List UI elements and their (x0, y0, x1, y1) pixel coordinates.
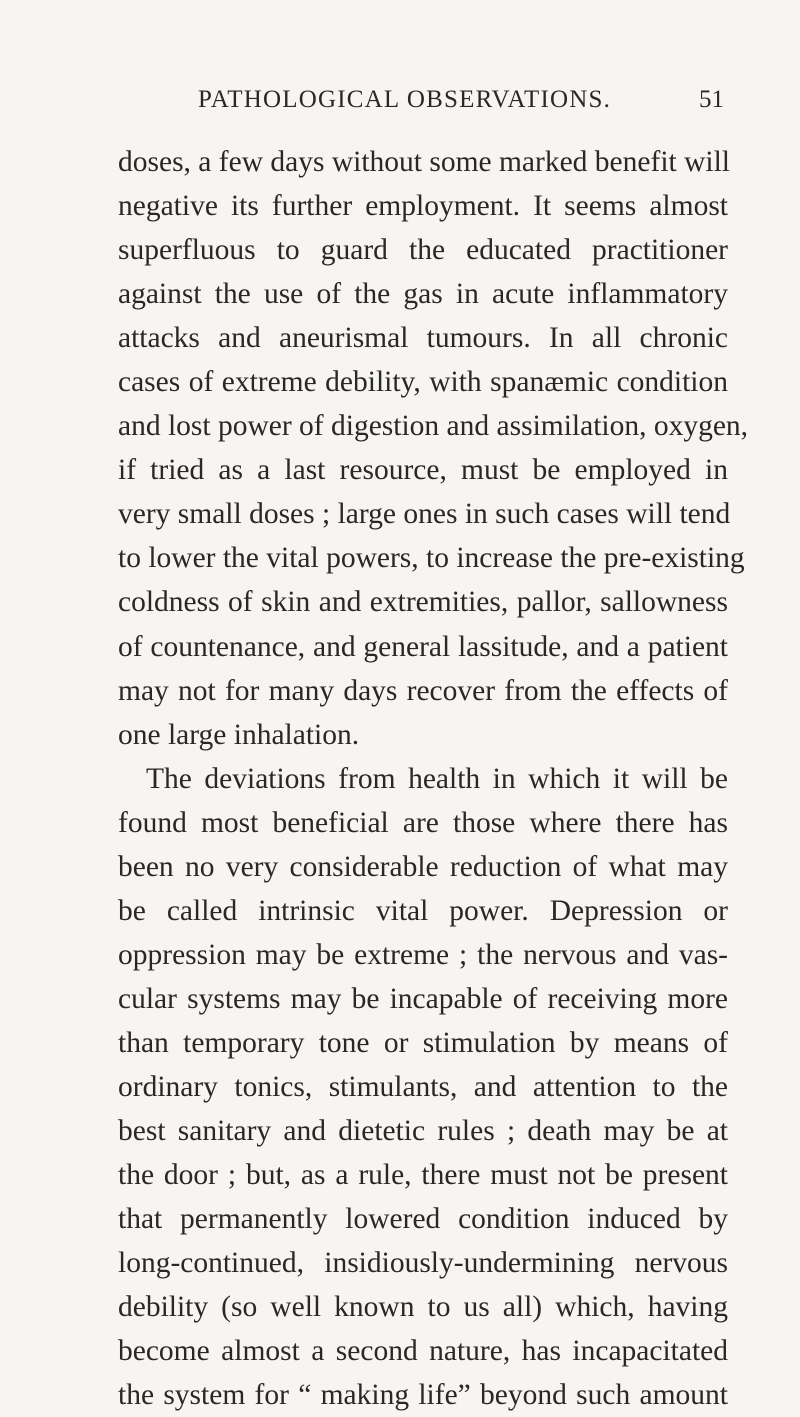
page-number: 51 (699, 86, 724, 113)
text-line: ordinary tonics, stimulants, and attention to the (118, 1070, 728, 1103)
text-line: long-continued, insidiously-undermining nervous (118, 1247, 728, 1280)
text-line: become almost a second nature, has incapacitated (118, 1335, 728, 1368)
text-line: doses, a few days without some marked benefit will (118, 146, 730, 178)
text-line: the system for “ making life” beyond such amount (118, 1379, 728, 1412)
text-line: attacks and aneurismal tumours. In all chronic (118, 322, 728, 355)
text-line: superfluous to guard the educated practitioner (118, 234, 728, 267)
running-title: PATHOLOGICAL OBSERVATIONS. (198, 86, 612, 113)
body-text (118, 140, 749, 1417)
text-line: coldness of skin and extremities, pallor, sallowness (118, 586, 728, 619)
text-line: be called intrinsic vital power. Depression or (118, 894, 728, 927)
text-line: cases of extreme debility, with spanæmic condition (118, 366, 728, 399)
text-line: may not for many days recover from the effects of (118, 674, 728, 707)
text-line: and lost power of digestion and assimilation, oxygen, (118, 410, 749, 443)
running-head (124, 86, 724, 126)
text-line: cular systems may be incapable of receiving more (118, 982, 728, 1015)
text-line: if tried as a last resource, must be employed in (118, 454, 728, 487)
text-line: oppression may be extreme ; the nervous and vas- (118, 938, 728, 971)
text-line: very small doses ; large ones in such cases will tend (118, 498, 731, 531)
text-line: best sanitary and dietetic rules ; death may be at (118, 1115, 728, 1148)
text-line: of countenance, and general lassitude, and a patient (118, 630, 728, 663)
text-line: that permanently lowered condition induced by (118, 1203, 728, 1236)
text-line: negative its further employment. It seems almost (118, 190, 728, 223)
text-line: debility (so well known to us all) which, having (118, 1291, 728, 1324)
text-line: been no very considerable reduction of what may (118, 850, 728, 883)
paragraph-end-line: one large inhalation. (118, 718, 360, 751)
text-line: to lower the vital powers, to increase the pre-existing (118, 542, 745, 575)
text-line: found most beneficial are those where there has (118, 806, 728, 839)
text-line: than temporary tone or stimulation by means of (118, 1026, 728, 1059)
text-line: the door ; but, as a rule, there must not be present (118, 1159, 728, 1192)
paragraph-start-line: The deviations from health in which it will be (146, 762, 728, 795)
text-line: against the use of the gas in acute inflammatory (118, 278, 728, 311)
